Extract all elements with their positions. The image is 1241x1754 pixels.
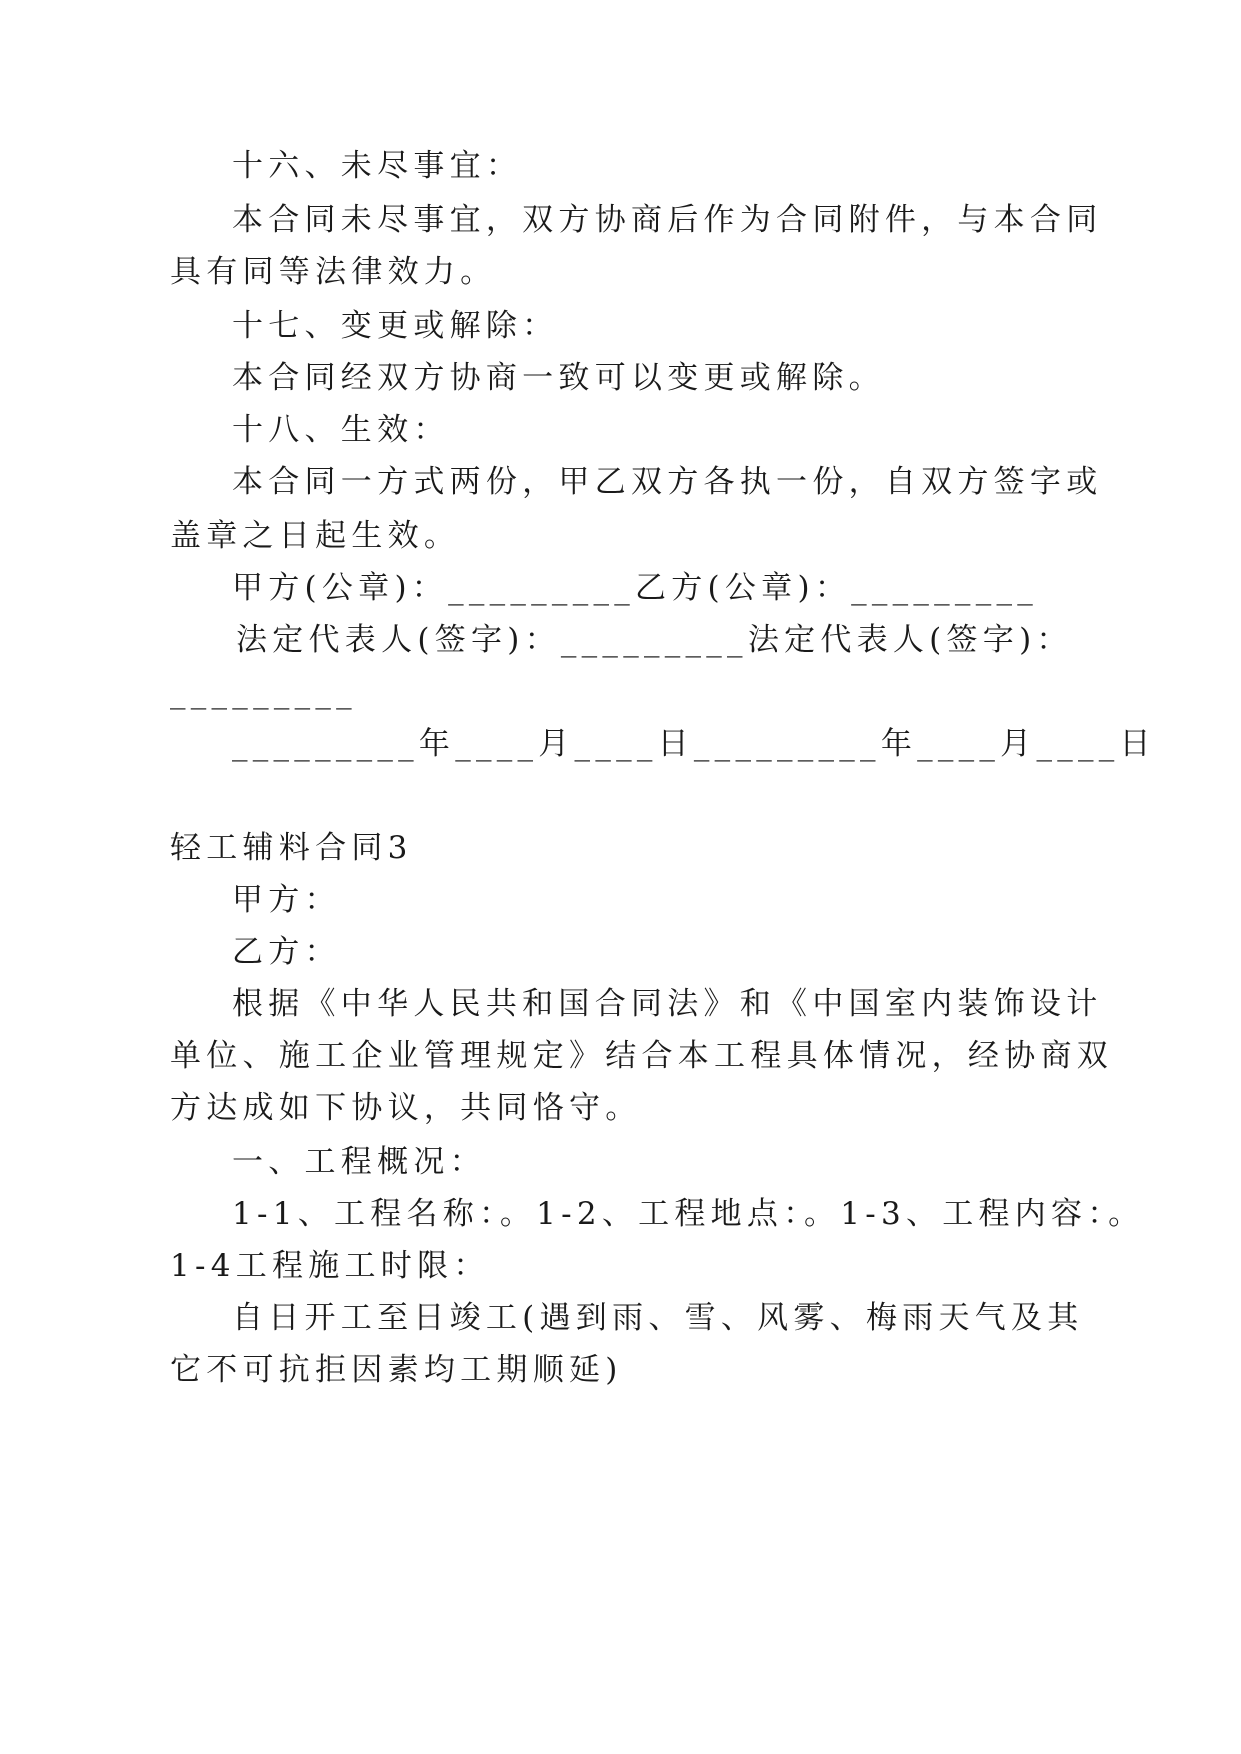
legal-basis-line-1: 根据《中华人民共和国合同法》和《中国室内装饰设计 bbox=[232, 986, 1103, 1022]
section-1-items-line-2: 1-4工程施工时限： bbox=[170, 1248, 490, 1284]
party-a-label: 甲方： bbox=[232, 882, 341, 918]
construction-period-line-1: 自日开工至日竣工(遇到雨、雪、风雾、梅雨天气及其 bbox=[232, 1300, 1084, 1336]
section-16-body-line-2: 具有同等法律效力。 bbox=[170, 254, 497, 290]
section-18-body-line-1: 本合同一方式两份，甲乙双方各执一份，自双方签字或 bbox=[232, 464, 1103, 500]
signing-date-line: _________年____月____日_________年____月____日 bbox=[232, 726, 1156, 762]
section-17-body: 本合同经双方协商一致可以变更或解除。 bbox=[232, 360, 885, 396]
contract-3-title: 轻工辅料合同3 bbox=[170, 830, 413, 866]
legal-basis-line-2: 单位、施工企业管理规定》结合本工程具体情况，经协商双 bbox=[170, 1038, 1114, 1074]
section-1-items-line-1: 1-1、工程名称：。1-2、工程地点：。1-3、工程内容：。 bbox=[232, 1196, 1145, 1232]
section-18-body-line-2: 盖章之日起生效。 bbox=[170, 518, 461, 554]
legal-representative-line: 法定代表人(签字)：_________法定代表人(签字)： bbox=[236, 622, 1073, 658]
section-18-heading: 十八、生效： bbox=[232, 412, 450, 448]
seal-signature-line: 甲方(公章)：_________乙方(公章)：_________ bbox=[232, 570, 1039, 606]
section-17-heading: 十七、变更或解除： bbox=[232, 308, 559, 344]
party-b-label: 乙方： bbox=[232, 934, 341, 970]
construction-period-line-2: 它不可抗拒因素均工期顺延) bbox=[170, 1352, 623, 1388]
legal-representative-blank: _________ bbox=[170, 674, 357, 710]
section-16-body-line-1: 本合同未尽事宜，双方协商后作为合同附件，与本合同 bbox=[232, 202, 1103, 238]
section-16-heading: 十六、未尽事宜： bbox=[232, 148, 523, 184]
legal-basis-line-3: 方达成如下协议，共同恪守。 bbox=[170, 1090, 642, 1126]
section-1-heading: 一、工程概况： bbox=[232, 1144, 486, 1180]
